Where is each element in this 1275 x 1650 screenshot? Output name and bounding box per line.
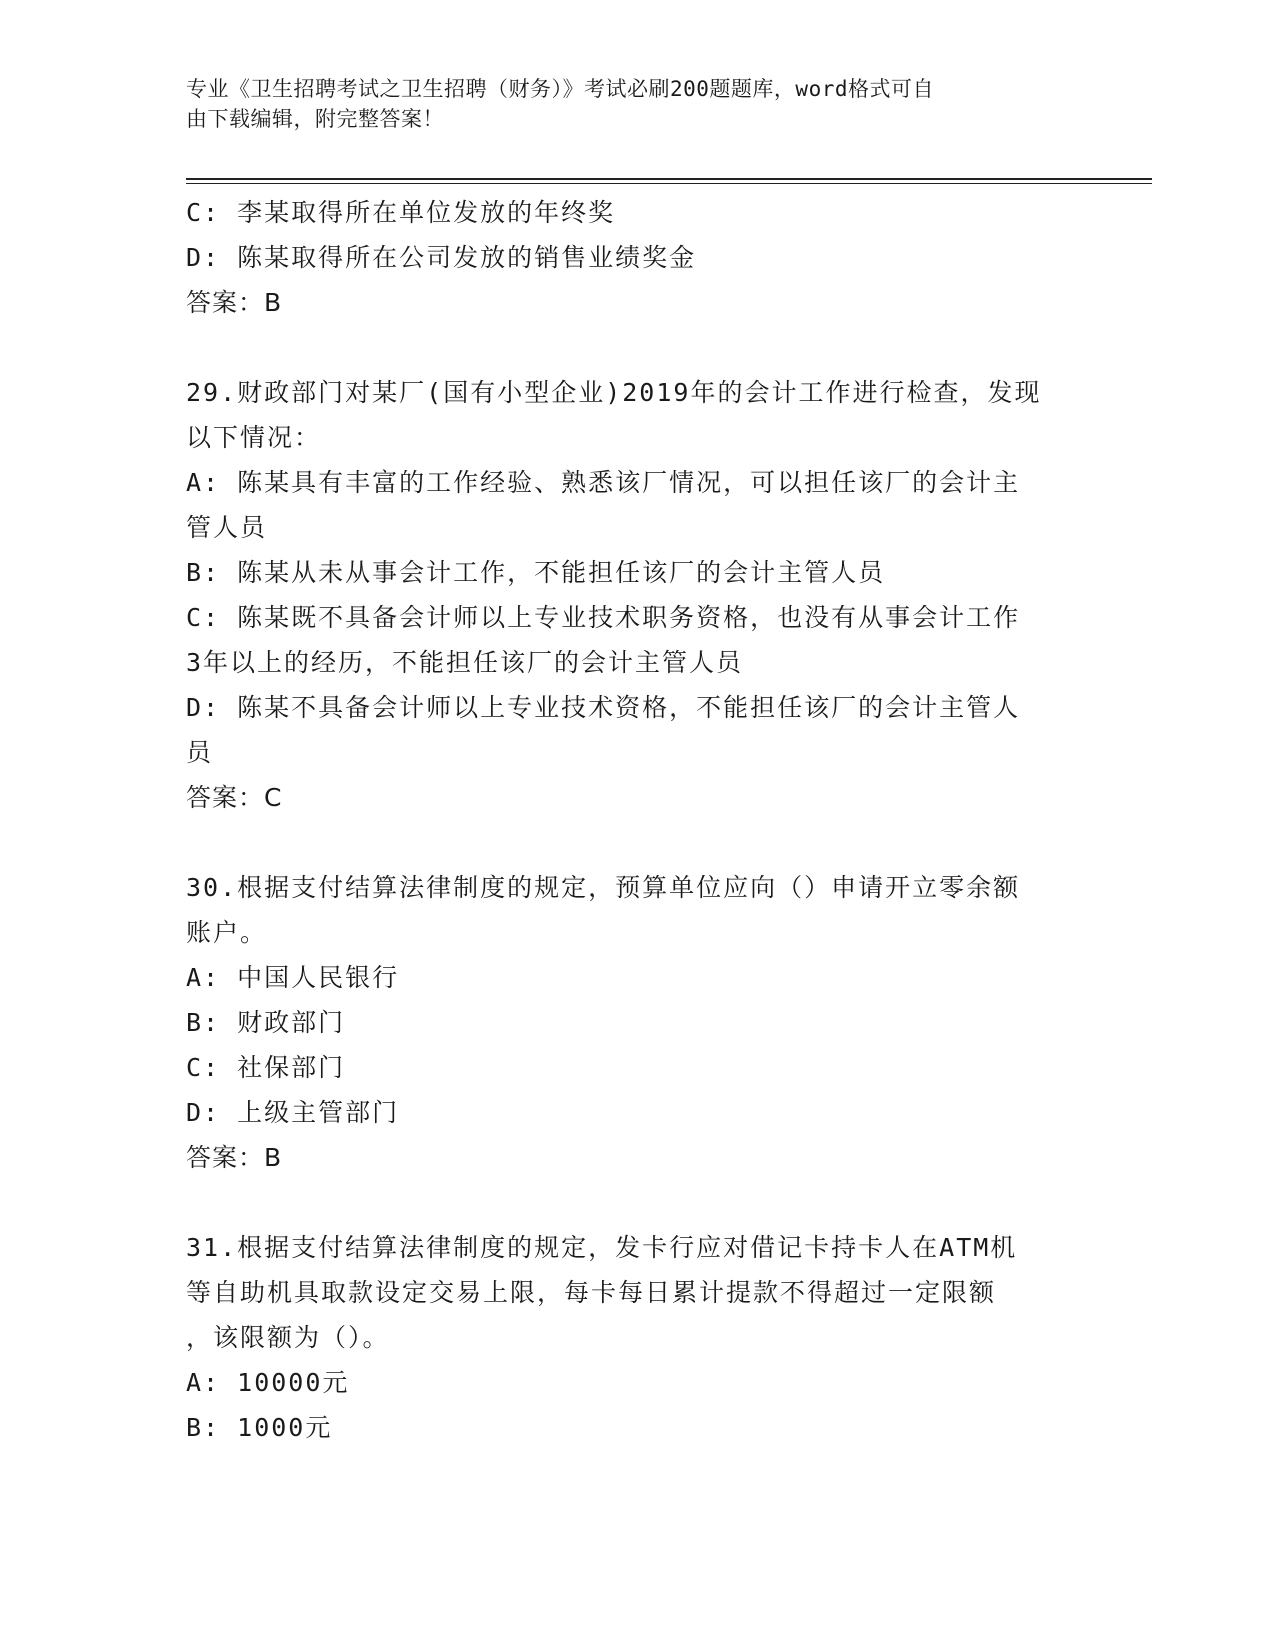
question-stem-continued: 账户。 <box>186 918 268 947</box>
option-d: D: 陈某不具备会计师以上专业技术资格，不能担任该厂的会计主管人 <box>186 693 1021 722</box>
header-divider-thick <box>186 178 1152 180</box>
header-line-1: 专业《卫生招聘考试之卫生招聘（财务）》考试必刷200题题库，word格式可自 <box>186 77 934 101</box>
answer-line: 答案：B <box>186 1143 283 1172</box>
option-b: B: 陈某从未从事会计工作，不能担任该厂的会计主管人员 <box>186 558 886 587</box>
question-29 <box>186 370 1066 820</box>
question-stem-continued: ，该限额为（）。 <box>186 1323 390 1352</box>
option-a-continued: 管人员 <box>186 513 268 542</box>
header-line-2: 由下载编辑，附完整答案！ <box>186 107 444 131</box>
option-b: B: 财政部门 <box>186 1008 346 1037</box>
option-a: A: 陈某具有丰富的工作经验、熟悉该厂情况，可以担任该厂的会计主 <box>186 468 1021 497</box>
option-a: A: 中国人民银行 <box>186 963 400 992</box>
answer-line: 答案：B <box>186 288 283 317</box>
question-28-fragment <box>186 190 1066 325</box>
spacer <box>186 1180 1066 1225</box>
option-b: B: 1000元 <box>186 1413 333 1442</box>
document-header <box>186 74 1066 134</box>
question-stem: 30.根据支付结算法律制度的规定，预算单位应向（）申请开立零余额 <box>186 873 1021 902</box>
option-a: A: 10000元 <box>186 1368 350 1397</box>
option-d-continued: 员 <box>186 738 214 767</box>
question-stem: 31.根据支付结算法律制度的规定，发卡行应对借记卡持卡人在ATM机 <box>186 1233 1018 1262</box>
header-divider-thin <box>186 183 1152 184</box>
option-c-continued: 3年以上的经历，不能担任该厂的会计主管人员 <box>186 648 744 677</box>
question-stem-continued: 以下情况： <box>186 423 322 452</box>
option-c: C: 李某取得所在单位发放的年终奖 <box>186 198 616 227</box>
question-stem: 29.财政部门对某厂(国有小型企业)2019年的会计工作进行检查，发现 <box>186 378 1042 407</box>
document-body <box>186 190 1066 1450</box>
spacer <box>186 325 1066 370</box>
option-d: D: 陈某取得所在公司发放的销售业绩奖金 <box>186 243 697 272</box>
question-31 <box>186 1225 1066 1450</box>
question-stem-continued: 等自助机具取款设定交易上限，每卡每日累计提款不得超过一定限额 <box>186 1278 997 1307</box>
option-c: C: 社保部门 <box>186 1053 346 1082</box>
spacer <box>186 820 1066 865</box>
option-c: C: 陈某既不具备会计师以上专业技术职务资格，也没有从事会计工作 <box>186 603 1021 632</box>
question-30 <box>186 865 1066 1180</box>
answer-line: 答案：C <box>186 783 283 812</box>
option-d: D: 上级主管部门 <box>186 1098 400 1127</box>
